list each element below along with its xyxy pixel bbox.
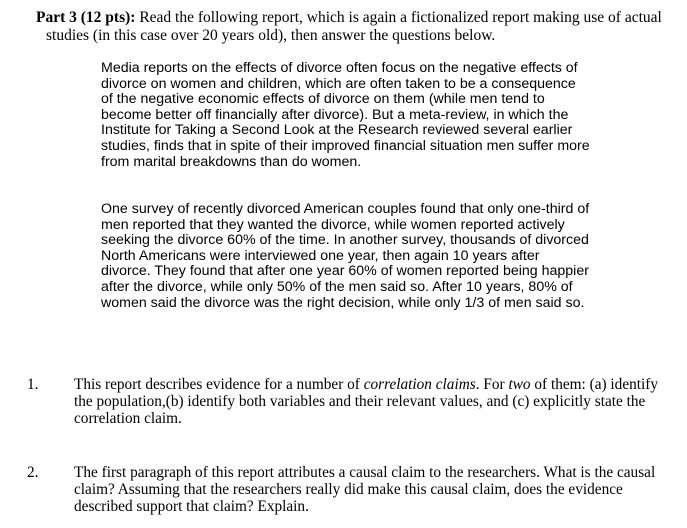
question-number: 1. bbox=[27, 376, 39, 393]
report-paragraph-1: Media reports on the effects of divorce often focus on the negative effects of divorce on women and children, which are often taken to be a consequence of the negative economic effects of divorce on them (while men tend to become better off financially after divorce). But a meta-review, in which the Institute for Taking a Second Look at the Research reviewed several earlier studies, finds that in spite of their improved financial situation men suffer more from marital breakdowns than do women. bbox=[101, 60, 590, 170]
part-intro bbox=[36, 9, 684, 45]
question-emphasis: two bbox=[508, 376, 531, 393]
question-text-part: . For bbox=[475, 376, 509, 393]
question-text-part: of them: (a) identify the population,(b) identify both variables and their relevant values, and (c) explicitly state the correlation claim. bbox=[74, 376, 658, 427]
question-text-part: This report describes evidence for a number of bbox=[74, 376, 364, 393]
question-text: The first paragraph of this report attributes a causal claim to the researchers. What is the causal claim? Assuming that the researchers really did make this causal claim, does the evidence described support that claim? Explain. bbox=[74, 464, 656, 515]
question-emphasis: correlation claims bbox=[363, 376, 476, 393]
question-number: 2. bbox=[27, 464, 39, 481]
question-text bbox=[74, 377, 664, 427]
part-instructions: Read the following report, which is again a fictionalized report making use of actual studies (in this case over 20 years old), then answer the questions below. bbox=[46, 9, 662, 44]
part-heading: Part 3 (12 pts): bbox=[36, 9, 136, 26]
report-paragraph-2: One survey of recently divorced American couples found that only one-third of men reported that they wanted the divorce, while women reported actively seeking the divorce 60% of the time. In another survey, thousands of divorced North Americans were interviewed one year, then again 10 years after divorce. They found that after one year 60% of women reported being happier after the divorce, while only 50% of the men said so. After 10 years, 80% of women said the divorce was the right decision, while only 1/3 of men said so. bbox=[101, 201, 590, 311]
